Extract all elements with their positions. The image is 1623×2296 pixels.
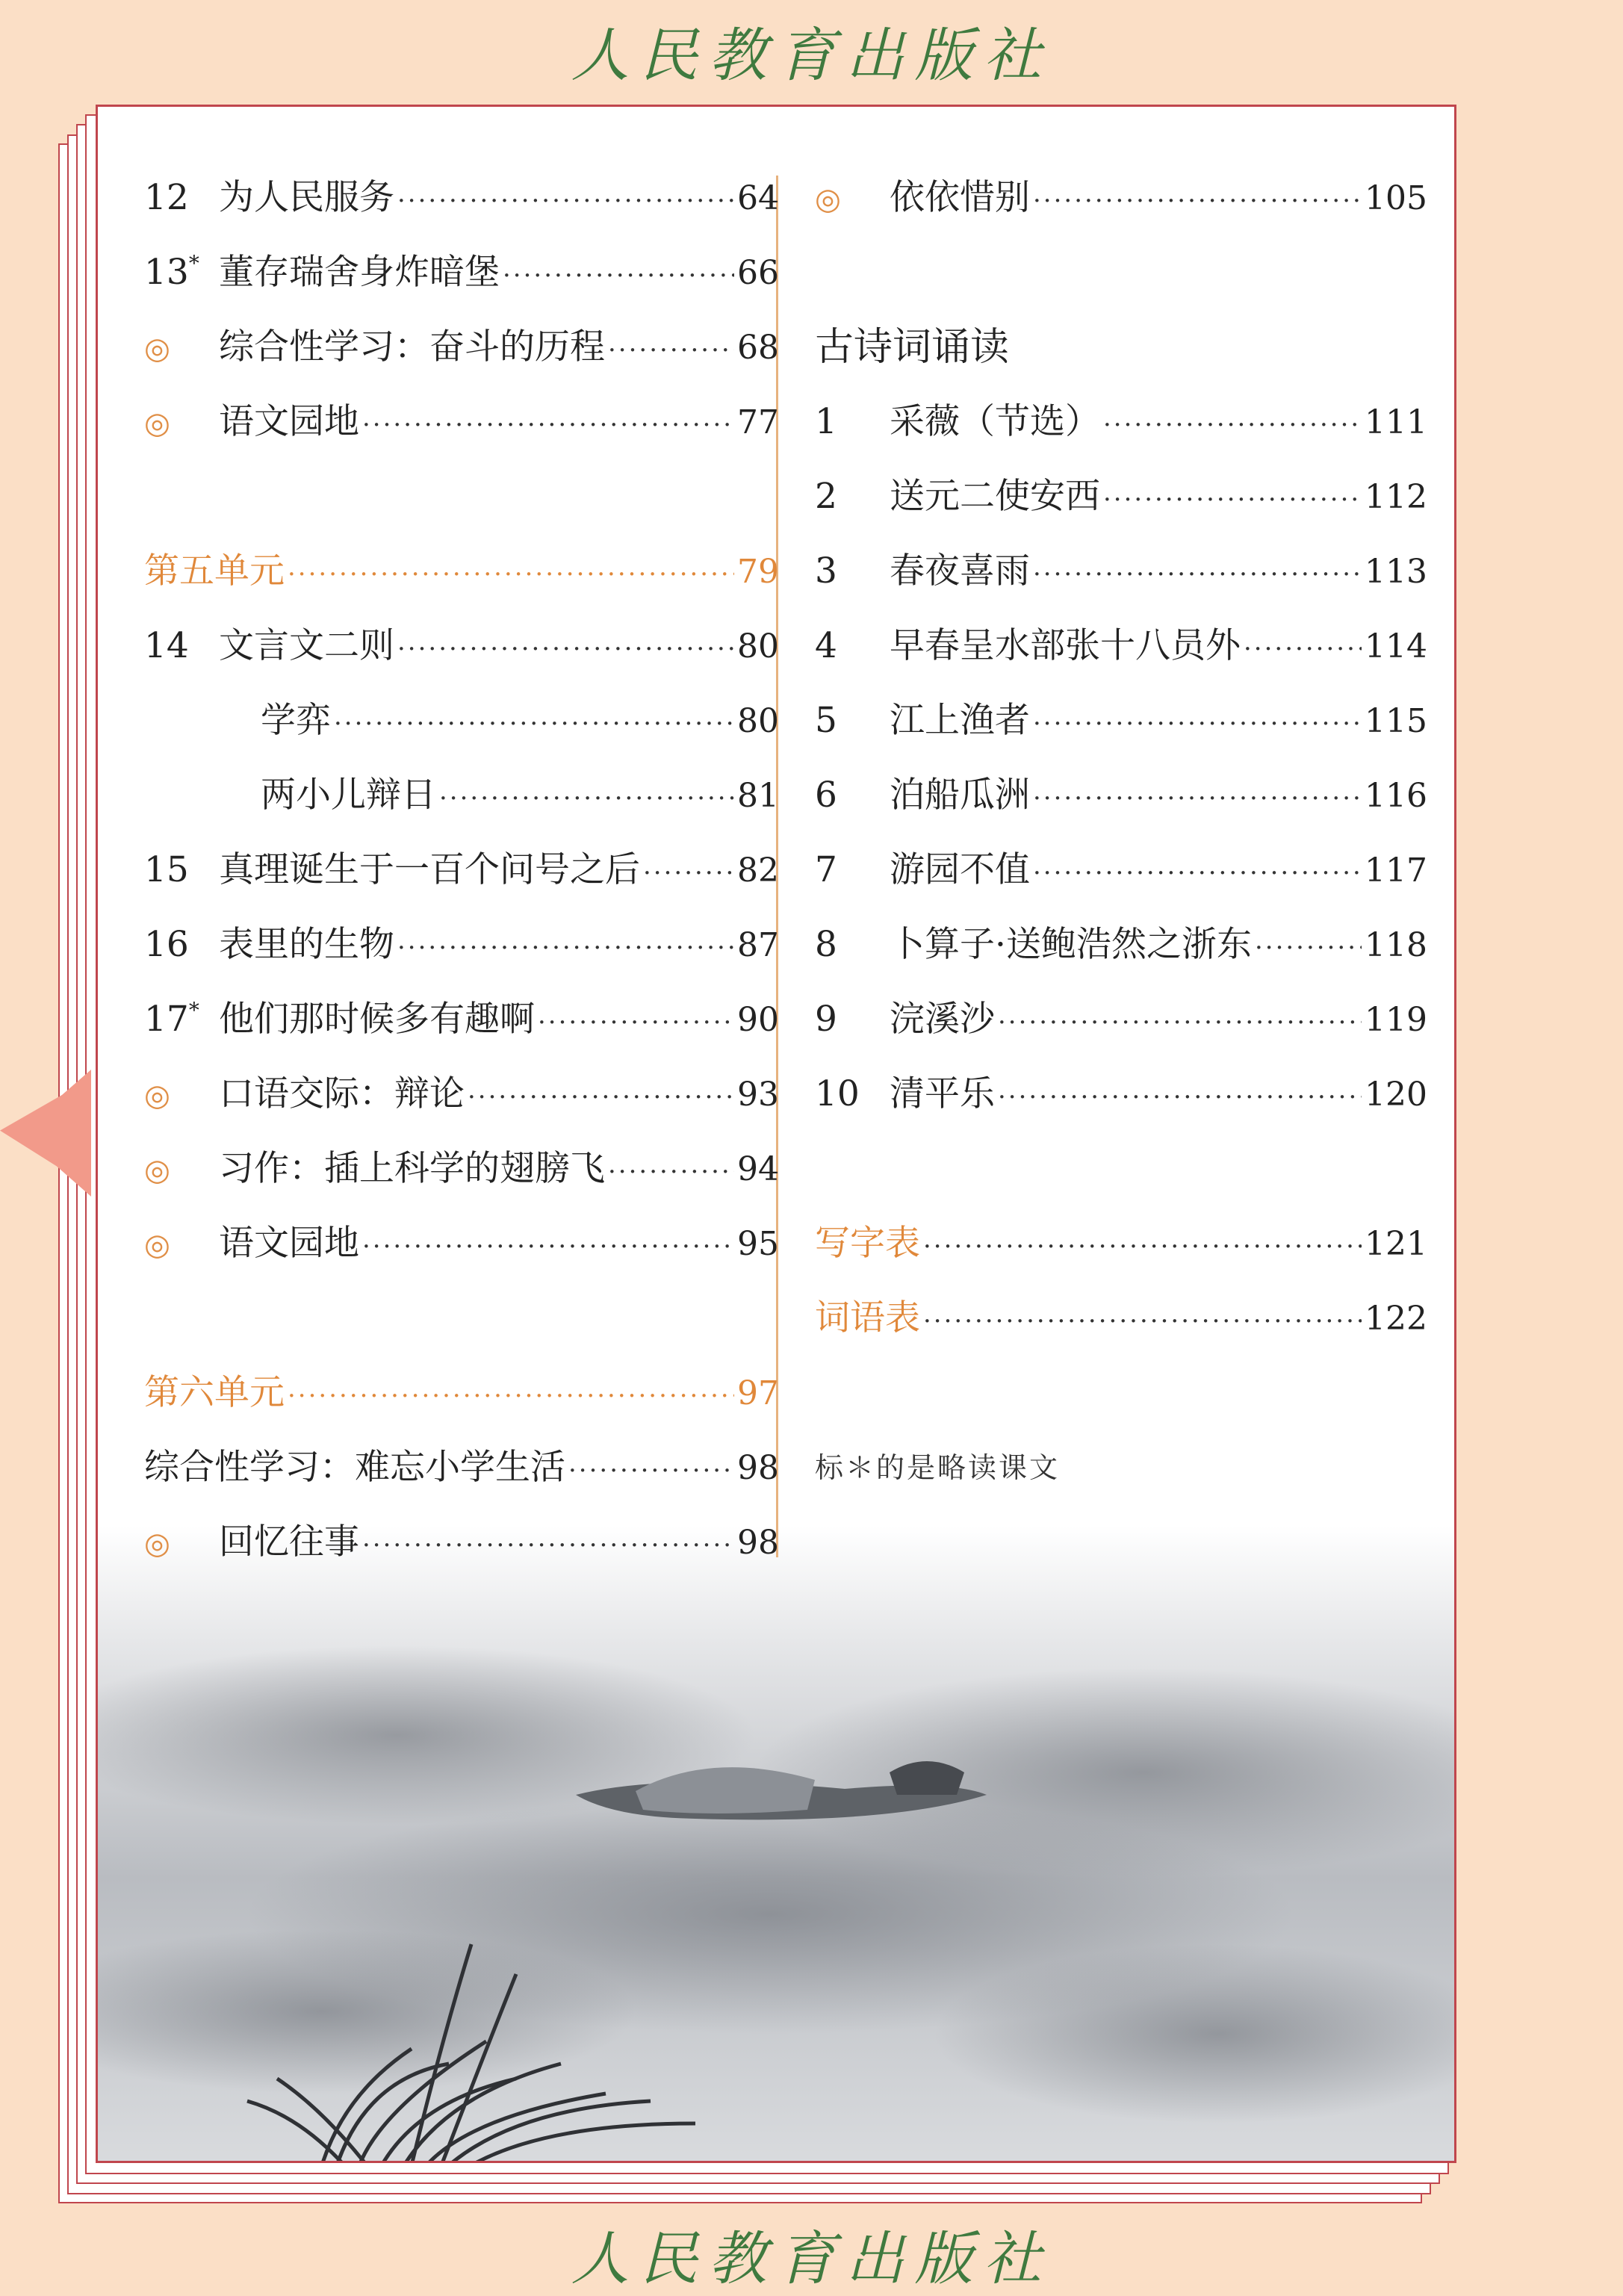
dot-leader <box>362 395 734 455</box>
toc-entry[interactable] <box>815 915 1427 975</box>
entry-number: 9 <box>815 999 837 1040</box>
entry-page: 119 <box>1365 1001 1427 1039</box>
entry-page: 94 <box>737 1150 779 1188</box>
dot-leader <box>1033 544 1362 604</box>
entry-page: 98 <box>737 1449 779 1487</box>
entry-title: 语文园地 <box>219 1223 359 1264</box>
entry-page: 95 <box>737 1225 779 1263</box>
toc-entry[interactable] <box>144 1139 779 1199</box>
entry-number: 4 <box>815 625 837 666</box>
dot-leader <box>1103 395 1362 455</box>
dot-leader <box>288 544 734 604</box>
dot-leader <box>1033 694 1362 754</box>
toc-entry[interactable] <box>815 542 1427 601</box>
entry-title: 依依惜别 <box>890 177 1030 218</box>
entry-page: 93 <box>737 1076 779 1114</box>
entry-page: 68 <box>737 329 779 367</box>
entry-title: 文言文二则 <box>219 625 394 666</box>
entry-page: 117 <box>1365 851 1427 890</box>
toc-entry[interactable] <box>815 168 1427 228</box>
entry-number: 7 <box>815 849 837 890</box>
appendix-title: 写字表 <box>815 1223 920 1264</box>
toc-entry[interactable] <box>815 616 1427 676</box>
entry-title: 泊船瓜洲 <box>890 775 1030 816</box>
dot-leader <box>643 843 734 903</box>
entry-title: 春夜喜雨 <box>890 550 1030 592</box>
entry-title: 表里的生物 <box>219 924 394 965</box>
bookmark-ribbon <box>0 1070 91 1197</box>
toc-entry[interactable] <box>815 990 1427 1049</box>
entry-title: 口语交际：辩论 <box>219 1073 465 1114</box>
dot-leader <box>503 246 734 305</box>
toc-entry[interactable] <box>815 1064 1427 1124</box>
entry-page: 121 <box>1365 1225 1427 1263</box>
entry-title: 学弈 <box>261 700 331 741</box>
toc-entry[interactable] <box>144 915 779 975</box>
publisher-logo-top: 人民教育出版社 <box>571 22 1052 90</box>
entry-number: 17* <box>144 998 199 1040</box>
appendix-entry[interactable] <box>815 1288 1427 1348</box>
circle-bullet-icon: ◎ <box>815 182 841 217</box>
dot-leader <box>1033 769 1362 828</box>
circle-bullet-icon: ◎ <box>144 332 170 366</box>
toc-entry[interactable] <box>144 392 779 452</box>
toc-page <box>96 105 1456 2163</box>
toc-entry[interactable] <box>144 1214 779 1273</box>
entry-number: 6 <box>815 775 837 816</box>
toc-entry[interactable] <box>144 1512 779 1572</box>
entry-page: 98 <box>737 1524 779 1562</box>
circle-bullet-icon: ◎ <box>144 1228 170 1262</box>
circle-bullet-icon: ◎ <box>144 1079 170 1113</box>
dot-leader <box>568 1441 734 1501</box>
entry-page: 122 <box>1365 1300 1427 1338</box>
unit-page: 79 <box>737 553 779 591</box>
dot-leader <box>362 1217 734 1276</box>
entry-title: 送元二使安西 <box>890 476 1100 517</box>
entry-page: 90 <box>737 1001 779 1039</box>
entry-page: 80 <box>737 702 779 740</box>
skim-reading-mark: * <box>188 998 199 1023</box>
unit-heading[interactable] <box>144 542 779 601</box>
dot-leader <box>608 320 734 380</box>
dot-leader <box>397 619 734 679</box>
dot-leader <box>998 1067 1362 1127</box>
dot-leader <box>1103 470 1362 530</box>
dot-leader <box>397 918 734 978</box>
entry-number: 14 <box>144 625 189 666</box>
entry-page: 81 <box>737 777 779 815</box>
entry-title: 两小儿辩日 <box>261 775 436 816</box>
entry-page: 105 <box>1365 179 1427 217</box>
entry-page: 111 <box>1365 403 1427 441</box>
entry-number: 1 <box>815 401 837 442</box>
entry-title: 清平乐 <box>890 1073 995 1114</box>
skim-reading-mark: * <box>188 251 199 276</box>
entry-number: 12 <box>144 177 189 218</box>
appendix-entry[interactable] <box>815 1214 1427 1273</box>
entry-page: 113 <box>1365 553 1427 591</box>
entry-title: 综合性学习：难忘小学生活 <box>144 1447 565 1488</box>
dot-leader <box>923 1217 1362 1276</box>
dot-leader <box>1255 918 1362 978</box>
entry-number: 3 <box>815 550 837 592</box>
footnote: 标＊的是略读课文 <box>815 1451 1061 1484</box>
entry-title: 浣溪沙 <box>890 999 995 1040</box>
publisher-logo-bottom: 人民教育出版社 <box>571 2226 1052 2293</box>
circle-bullet-icon: ◎ <box>144 1153 170 1188</box>
dot-leader <box>468 1067 734 1127</box>
entry-page: 120 <box>1365 1076 1427 1114</box>
unit-title: 第五单元 <box>144 550 285 592</box>
dot-leader <box>288 1366 734 1426</box>
toc-entry[interactable] <box>144 616 779 676</box>
entry-page: 82 <box>737 851 779 890</box>
entry-title: 卜算子·送鲍浩然之浙东 <box>890 924 1252 965</box>
entry-number: 2 <box>815 476 837 517</box>
toc-sub-entry[interactable] <box>144 766 779 825</box>
entry-title: 江上渔者 <box>890 700 1030 741</box>
appendix-title: 词语表 <box>815 1297 920 1338</box>
toc-entry[interactable] <box>815 766 1427 825</box>
dot-leader <box>1033 171 1362 231</box>
toc-entry[interactable] <box>144 990 779 1049</box>
entry-title: 语文园地 <box>219 401 359 442</box>
dot-leader <box>334 694 734 754</box>
entry-title: 综合性学习：奋斗的历程 <box>219 326 605 367</box>
entry-title: 早春呈水部张十八员外 <box>890 625 1241 666</box>
entry-page: 80 <box>737 627 779 665</box>
circle-bullet-icon: ◎ <box>144 1527 170 1561</box>
unit-heading[interactable] <box>144 1363 779 1423</box>
dot-leader <box>538 993 734 1052</box>
entry-title: 采薇（节选） <box>890 401 1100 442</box>
ink-wash-boat-painting <box>98 1526 1456 2163</box>
toc-entry[interactable] <box>144 1438 779 1498</box>
toc-entry[interactable] <box>815 691 1427 751</box>
dot-leader <box>439 769 734 828</box>
dot-leader <box>608 1142 734 1202</box>
entry-title: 他们那时候多有趣啊 <box>219 999 535 1040</box>
toc-entry[interactable] <box>144 840 779 900</box>
toc-entry[interactable] <box>144 1064 779 1124</box>
entry-number: 8 <box>815 924 837 965</box>
entry-page: 118 <box>1365 926 1427 964</box>
entry-page: 112 <box>1365 478 1427 516</box>
dot-leader <box>1033 843 1362 903</box>
entry-number: 16 <box>144 924 189 965</box>
dot-leader <box>998 993 1362 1052</box>
entry-page: 116 <box>1365 777 1427 815</box>
entry-number: 13* <box>144 251 199 293</box>
entry-page: 115 <box>1365 702 1427 740</box>
toc-entry[interactable] <box>815 840 1427 900</box>
dot-leader <box>1244 619 1362 679</box>
entry-page: 64 <box>737 179 779 217</box>
circle-bullet-icon: ◎ <box>144 406 170 441</box>
entry-page: 114 <box>1365 627 1427 665</box>
entry-title: 为人民服务 <box>219 177 394 218</box>
toc-entry[interactable] <box>144 317 779 377</box>
unit-page: 97 <box>737 1374 779 1412</box>
dot-leader <box>362 1515 734 1575</box>
unit-title: 第六单元 <box>144 1372 285 1413</box>
entry-title: 游园不值 <box>890 849 1030 890</box>
entry-title: 习作：插上科学的翅膀飞 <box>219 1148 605 1189</box>
dot-leader <box>397 171 734 231</box>
toc-entry[interactable] <box>815 467 1427 527</box>
toc-entry[interactable] <box>144 168 779 228</box>
entry-page: 66 <box>737 254 779 292</box>
entry-title: 回忆往事 <box>219 1521 359 1563</box>
section-heading: 古诗词诵读 <box>815 325 1010 370</box>
entry-number: 10 <box>815 1073 860 1114</box>
entry-title: 董存瑞舍身炸暗堡 <box>219 252 500 293</box>
toc-entry[interactable] <box>144 243 779 302</box>
entry-number: 5 <box>815 700 837 741</box>
dot-leader <box>923 1291 1362 1351</box>
entry-number: 15 <box>144 849 189 890</box>
entry-title: 真理诞生于一百个问号之后 <box>219 849 640 890</box>
toc-sub-entry[interactable] <box>144 691 779 751</box>
toc-entry[interactable] <box>815 392 1427 452</box>
entry-page: 87 <box>737 926 779 964</box>
entry-page: 77 <box>737 403 779 441</box>
